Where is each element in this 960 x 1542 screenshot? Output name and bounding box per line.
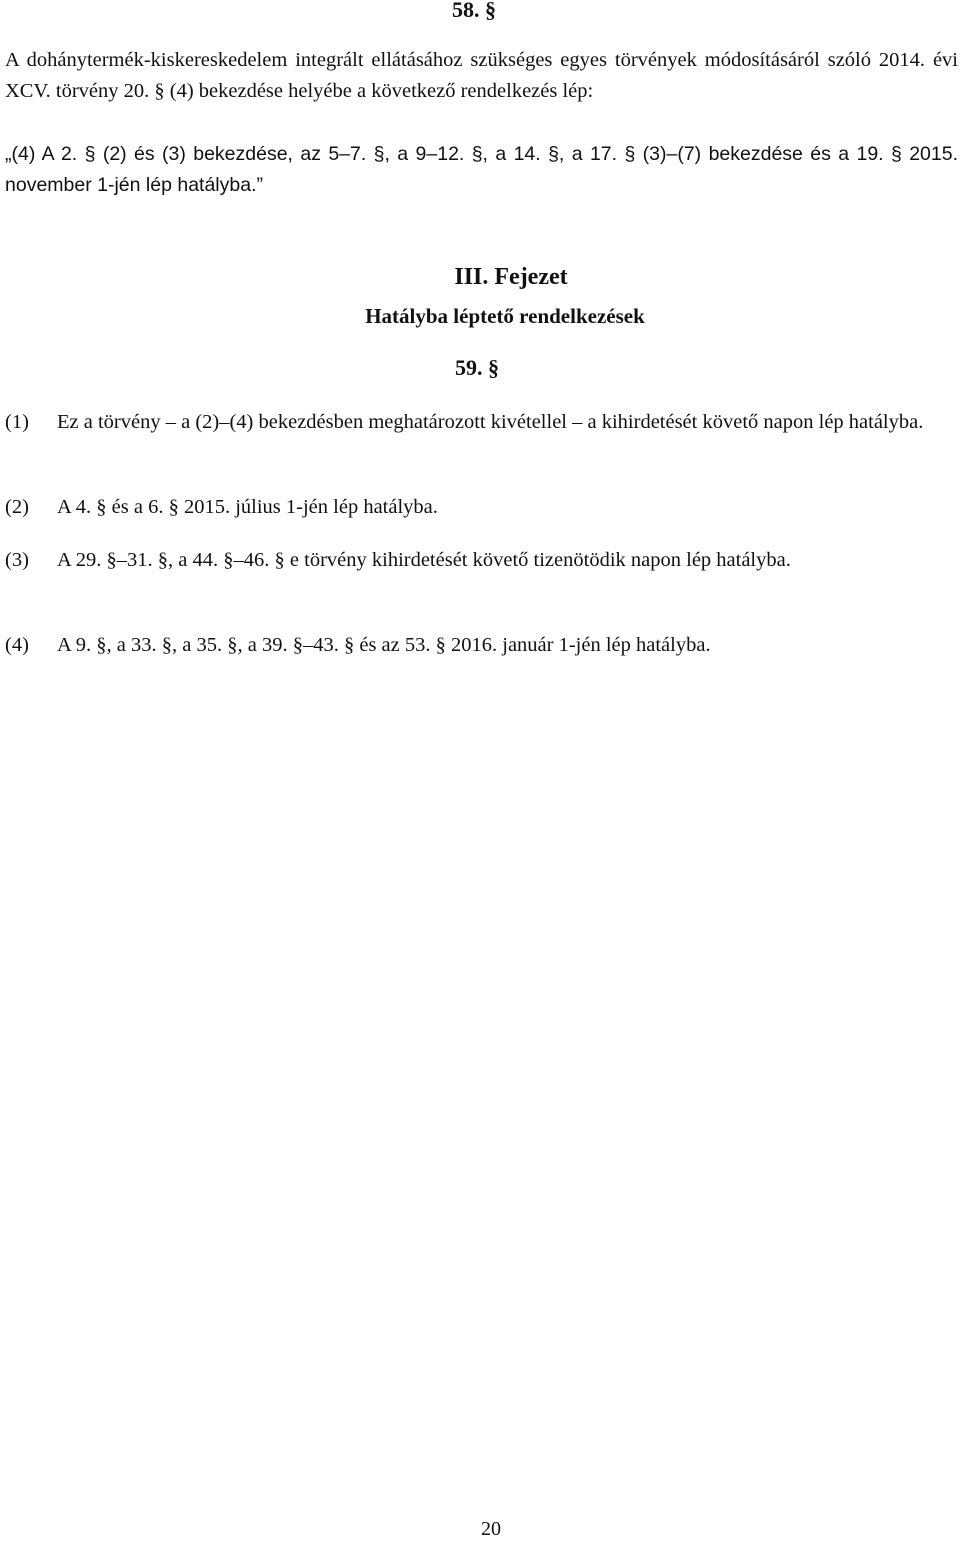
page-number: 20 bbox=[481, 1518, 501, 1540]
paragraph-2-text: A 4. § és a 6. § 2015. július 1-jén lép hatályba. bbox=[57, 496, 438, 518]
chapter-subtitle: Hatályba léptető rendelkezések bbox=[365, 304, 645, 328]
paragraph-4-number: (4) bbox=[5, 634, 29, 656]
section-59-heading: 59. § bbox=[455, 355, 499, 380]
paragraph-3 bbox=[5, 545, 958, 576]
section-58-quote: „(4) A 2. § (2) és (3) bekezdése, az 5–7. §, a 9–12. §, a 14. §, a 17. § (3)–(7) bekezdése és a 19. § 2015. november 1-jén lép hatályba.” bbox=[5, 143, 958, 196]
paragraph-3-number: (3) bbox=[5, 549, 29, 571]
paragraph-1-text: Ez a törvény – a (2)–(4) bekezdésben meghatározott kivétellel – a kihirdetését követő napon lép hatályba. bbox=[57, 411, 924, 433]
paragraph-1-number: (1) bbox=[5, 411, 29, 433]
section-58-intro: A dohánytermék-kiskereskedelem integrált ellátásához szükséges egyes törvények módosításáról szóló 2014. évi XCV. törvény 20. § (4) bekezdése helyébe a következő rendelkezés lép: bbox=[5, 49, 958, 102]
paragraph-3-text: A 29. §–31. §, a 44. §–46. § e törvény kihirdetését követő tizenötödik napon lép hatályba. bbox=[57, 549, 791, 571]
paragraph-4-text: A 9. §, a 33. §, a 35. §, a 39. §–43. § és az 53. § 2016. január 1-jén lép hatályba. bbox=[57, 634, 711, 656]
paragraph-4 bbox=[5, 630, 958, 661]
paragraph-2-number: (2) bbox=[5, 496, 29, 518]
section-58-heading: 58. § bbox=[452, 0, 496, 22]
paragraph-1 bbox=[5, 407, 958, 438]
chapter-title: III. Fejezet bbox=[454, 264, 568, 290]
paragraph-2 bbox=[5, 492, 958, 523]
